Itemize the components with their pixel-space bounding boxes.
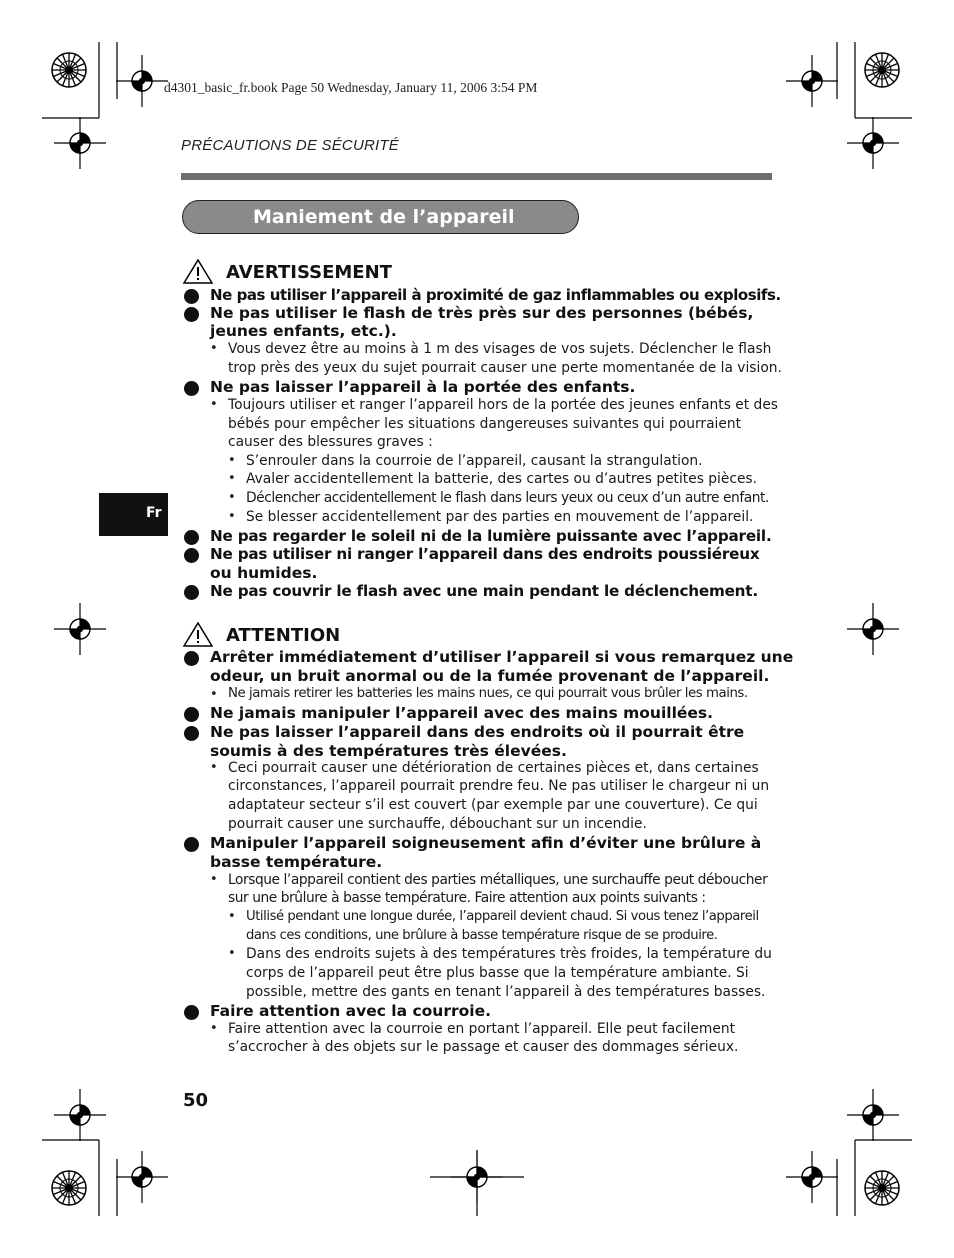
sub-bullet: • <box>228 909 236 924</box>
warning-triangle-icon <box>183 259 213 284</box>
sub-bullet: • <box>228 471 236 486</box>
warning-subdetail: Avaler accidentellement la batterie, des cartes ou d’autres petites pièces. <box>246 471 758 487</box>
attention-item: Ne pas laisser l’appareil dans des endroits où il pourrait être <box>210 723 745 741</box>
attention-item-cont: odeur, un bruit anormal ou de la fumée provenant de l’appareil. <box>210 667 770 685</box>
running-head: PRÉCAUTIONS DE SÉCURITÉ <box>181 137 399 154</box>
warning-item: Ne pas utiliser ni ranger l’appareil dans des endroits poussiéreux <box>210 545 760 563</box>
attention-detail: pourrait causer une surchauffe, débouchant sur un incendie. <box>228 816 647 832</box>
bullet-dot <box>184 381 199 396</box>
warning-item-cont: jeunes enfants, etc.). <box>210 322 397 340</box>
attention-detail: Faire attention avec la courroie en portant l’appareil. Elle peut facilement <box>228 1021 736 1037</box>
sub-bullet: • <box>228 509 236 524</box>
attention-detail: circonstances, l’appareil pourrait prendre feu. Ne pas utiliser le chargeur ni un <box>228 778 770 794</box>
sub-bullet: • <box>210 687 218 702</box>
sub-bullet: • <box>210 760 218 775</box>
attention-subdetail: possible, mettre des gants en tenant l’appareil à des températures basses. <box>246 984 766 1000</box>
warning-item: Ne pas regarder le soleil ni de la lumière puissante avec l’appareil. <box>210 527 772 545</box>
bullet-dot <box>184 726 199 741</box>
attention-detail: Ne jamais retirer les batteries les mains nues, ce qui pourrait vous brûler les mains. <box>228 686 748 701</box>
attention-item: Faire attention avec la courroie. <box>210 1002 491 1020</box>
sub-bullet: • <box>210 341 218 356</box>
book-info-line: d4301_basic_fr.book Page 50 Wednesday, January 11, 2006 3:54 PM <box>164 80 538 95</box>
sub-bullet: • <box>228 490 236 505</box>
sub-bullet: • <box>210 397 218 412</box>
sub-bullet: • <box>228 946 236 961</box>
attention-item: Arrêter immédiatement d’utiliser l’appareil si vous remarquez une <box>210 648 794 666</box>
bullet-dot <box>184 530 199 545</box>
bullet-dot <box>184 307 199 322</box>
warning-detail: Vous devez être au moins à 1 m des visages de vos sujets. Déclencher le flash <box>228 341 772 357</box>
warning-title: AVERTISSEMENT <box>226 262 392 283</box>
attention-subdetail: Dans des endroits sujets à des températures très froides, la température du <box>246 946 772 962</box>
section-title-banner <box>182 200 579 234</box>
warning-subdetail: S’enrouler dans la courroie de l’appareil, causant la strangulation. <box>246 453 703 469</box>
warning-item: Ne pas laisser l’appareil à la portée des enfants. <box>210 378 636 396</box>
warning-detail: bébés pour empêcher les situations dangereuses suivantes qui pourraient <box>228 416 741 432</box>
bullet-dot <box>184 548 199 563</box>
attention-subdetail: Utilisé pendant une longue durée, l’appareil devient chaud. Si vous tenez l’appareil <box>246 909 759 924</box>
warning-detail: Toujours utiliser et ranger l’appareil hors de la portée des jeunes enfants et des <box>228 397 778 413</box>
attention-item-cont: basse température. <box>210 853 383 871</box>
attention-detail: Lorsque l’appareil contient des parties métalliques, une surchauffe peut déboucher <box>228 872 768 888</box>
attention-detail: Ceci pourrait causer une détérioration de certaines pièces et, dans certaines <box>228 760 759 776</box>
attention-subdetail: dans ces conditions, une brûlure à basse température risque de se produire. <box>246 928 718 943</box>
bullet-dot <box>184 837 199 852</box>
warning-subdetail: Se blesser accidentellement par des parties en mouvement de l’appareil. <box>246 509 754 525</box>
warning-subdetail: Déclencher accidentellement le flash dans leurs yeux ou ceux d’un autre enfant. <box>246 490 769 506</box>
attention-detail: s’accrocher à des objets sur le passage et causer des dommages sérieux. <box>228 1039 739 1055</box>
sub-bullet: • <box>228 453 236 468</box>
bullet-dot <box>184 651 199 666</box>
attention-subdetail: corps de l’appareil peut être plus basse que la température ambiante. Si <box>246 965 749 981</box>
attention-title: ATTENTION <box>226 625 341 646</box>
attention-heading <box>183 622 483 648</box>
bullet-dot <box>184 585 199 600</box>
sub-bullet: • <box>210 872 218 887</box>
warning-item: Ne pas utiliser le flash de très près sur des personnes (bébés, <box>210 304 754 322</box>
warning-detail: trop près des yeux du sujet pourrait causer une perte momentanée de la vision. <box>228 360 782 376</box>
section-title: Maniement de l’appareil <box>253 206 515 228</box>
bullet-dot <box>184 289 199 304</box>
attention-detail: sur une brûlure à basse température. Faire attention aux points suivants : <box>228 890 706 906</box>
sub-bullet: • <box>210 1021 218 1036</box>
bullet-dot <box>184 1005 199 1020</box>
attention-item: Manipuler l’appareil soigneusement afin d’éviter une brûlure à <box>210 834 762 852</box>
warning-item: Ne pas utiliser l’appareil à proximité de gaz inflammables ou explosifs. <box>210 286 781 304</box>
warning-triangle-icon <box>183 622 213 647</box>
warning-item-cont: ou humides. <box>210 564 318 582</box>
header-rule <box>181 173 772 180</box>
bullet-dot <box>184 707 199 722</box>
warning-item: Ne pas couvrir le flash avec une main pendant le déclenchement. <box>210 582 758 600</box>
page-number: 50 <box>183 1090 209 1111</box>
attention-item: Ne jamais manipuler l’appareil avec des mains mouillées. <box>210 704 714 722</box>
warning-heading <box>183 259 483 285</box>
attention-detail: adaptateur secteur s’il est couvert (par exemple par une couverture). Ce qui <box>228 797 758 813</box>
attention-item-cont: soumis à des températures très élevées. <box>210 742 567 760</box>
language-tab: Fr <box>99 493 168 536</box>
warning-detail: causer des blessures graves : <box>228 434 433 450</box>
